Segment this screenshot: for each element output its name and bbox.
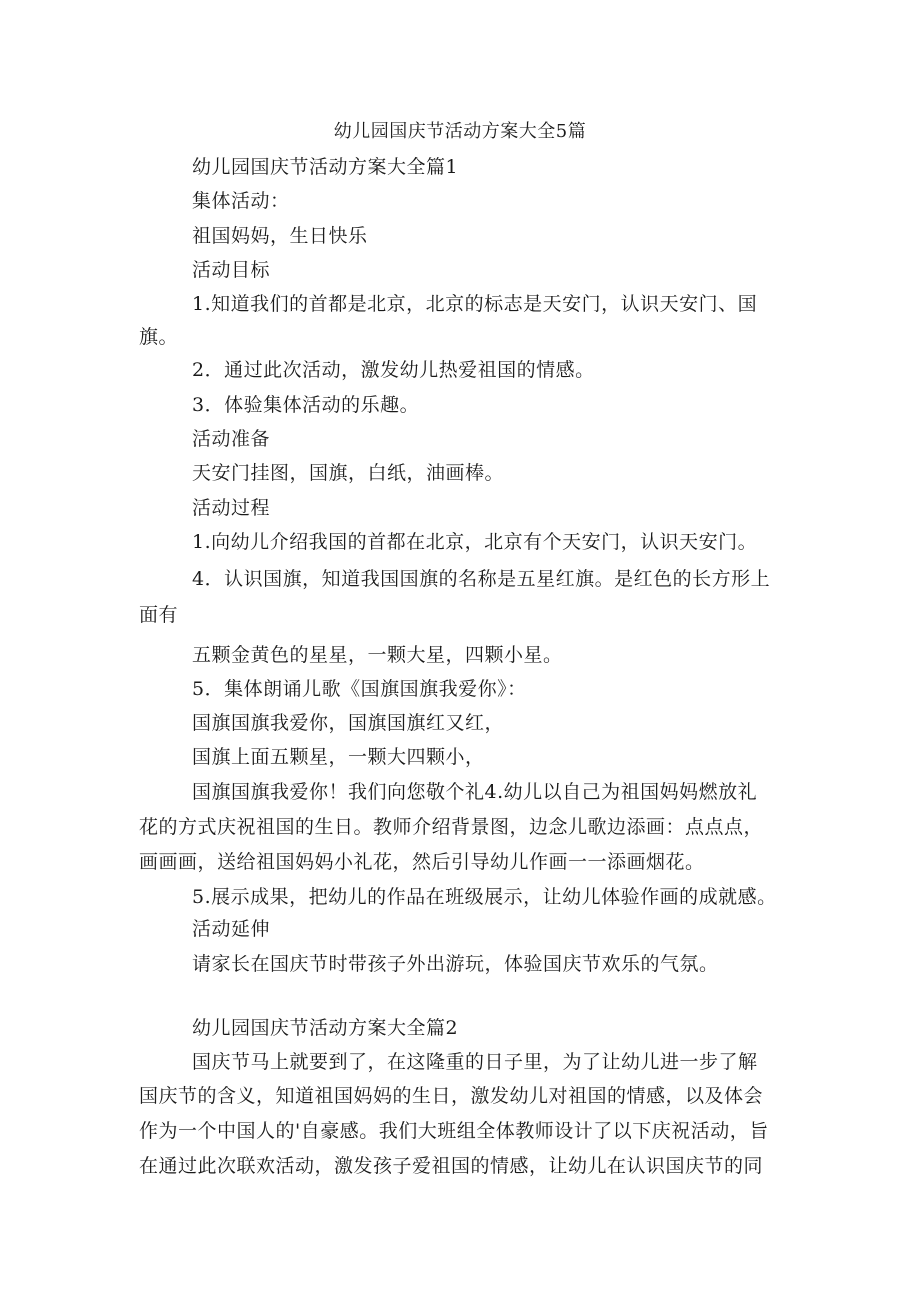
section-heading: 幼儿园国庆节活动方案大全篇1 bbox=[192, 156, 459, 178]
paragraph-line: 天安门挂图，国旗，白纸，油画棒。 bbox=[192, 462, 505, 484]
paragraph-line: 1.向幼儿介绍我国的首都在北京，北京有个天安门，认识天安门。 bbox=[192, 531, 758, 553]
document-title: 幼儿园国庆节活动方案大全5篇 bbox=[333, 121, 587, 142]
paragraph-line: 在通过此次联欢活动，激发孩子爱祖国的情感，让幼儿在认识国庆节的同 bbox=[139, 1155, 764, 1177]
paragraph-line: 祖国妈妈，生日快乐 bbox=[192, 225, 368, 247]
paragraph-line: 活动目标 bbox=[192, 259, 271, 281]
paragraph-line: 面有 bbox=[139, 604, 179, 626]
paragraph-line: 画画画，送给祖国妈妈小礼花，然后引导幼儿作画一一添画烟花。 bbox=[139, 851, 705, 873]
paragraph-line: 五颗金黄色的星星，一颗大星，四颗小星。 bbox=[192, 644, 563, 666]
paragraph-line: 国旗上面五颗星，一颗大四颗小， bbox=[192, 746, 485, 768]
paragraph-line: 5.展示成果，把幼儿的作品在班级展示，让幼儿体验作画的成就感。 bbox=[192, 886, 777, 908]
paragraph-line: 1.知道我们的首都是北京，北京的标志是天安门，认识天安门、国 bbox=[192, 293, 758, 315]
paragraph-line: 国旗国旗我爱你！我们向您敬个礼4.幼儿以自己为祖国妈妈燃放礼 bbox=[192, 781, 758, 803]
paragraph-line: 花的方式庆祝祖国的生日。教师介绍背景图，边念儿歌边添画：点点点， bbox=[139, 816, 764, 838]
paragraph-line: 作为一个中国人的'自豪感。我们大班组全体教师设计了以下庆祝活动，旨 bbox=[139, 1120, 769, 1142]
paragraph-line: 3．体验集体活动的乐趣。 bbox=[192, 394, 420, 416]
paragraph-line: 集体活动： bbox=[192, 190, 290, 212]
paragraph-line: 国庆节的含义，知道祖国妈妈的生日，激发幼儿对祖国的情感，以及体会 bbox=[139, 1085, 764, 1107]
section-heading: 幼儿园国庆节活动方案大全篇2 bbox=[192, 1017, 459, 1039]
paragraph-line: 2．通过此次活动，激发幼儿热爱祖国的情感。 bbox=[192, 359, 595, 381]
paragraph-line: 活动延伸 bbox=[192, 918, 271, 940]
paragraph-line: 活动准备 bbox=[192, 428, 271, 450]
paragraph-line: 活动过程 bbox=[192, 497, 271, 519]
paragraph-line: 国庆节马上就要到了，在这隆重的日子里，为了让幼儿进一步了解 bbox=[192, 1051, 758, 1073]
paragraph-line: 请家长在国庆节时带孩子外出游玩，体验国庆节欢乐的气氛。 bbox=[192, 953, 719, 975]
paragraph-line: 国旗国旗我爱你，国旗国旗红又红， bbox=[192, 712, 505, 734]
paragraph-line: 旗。 bbox=[139, 326, 179, 348]
paragraph-line: 4．认识国旗，知道我国国旗的名称是五星红旗。是红色的长方形上 bbox=[192, 568, 771, 590]
paragraph-line: 5．集体朗诵儿歌《国旗国旗我爱你》： bbox=[192, 678, 527, 700]
